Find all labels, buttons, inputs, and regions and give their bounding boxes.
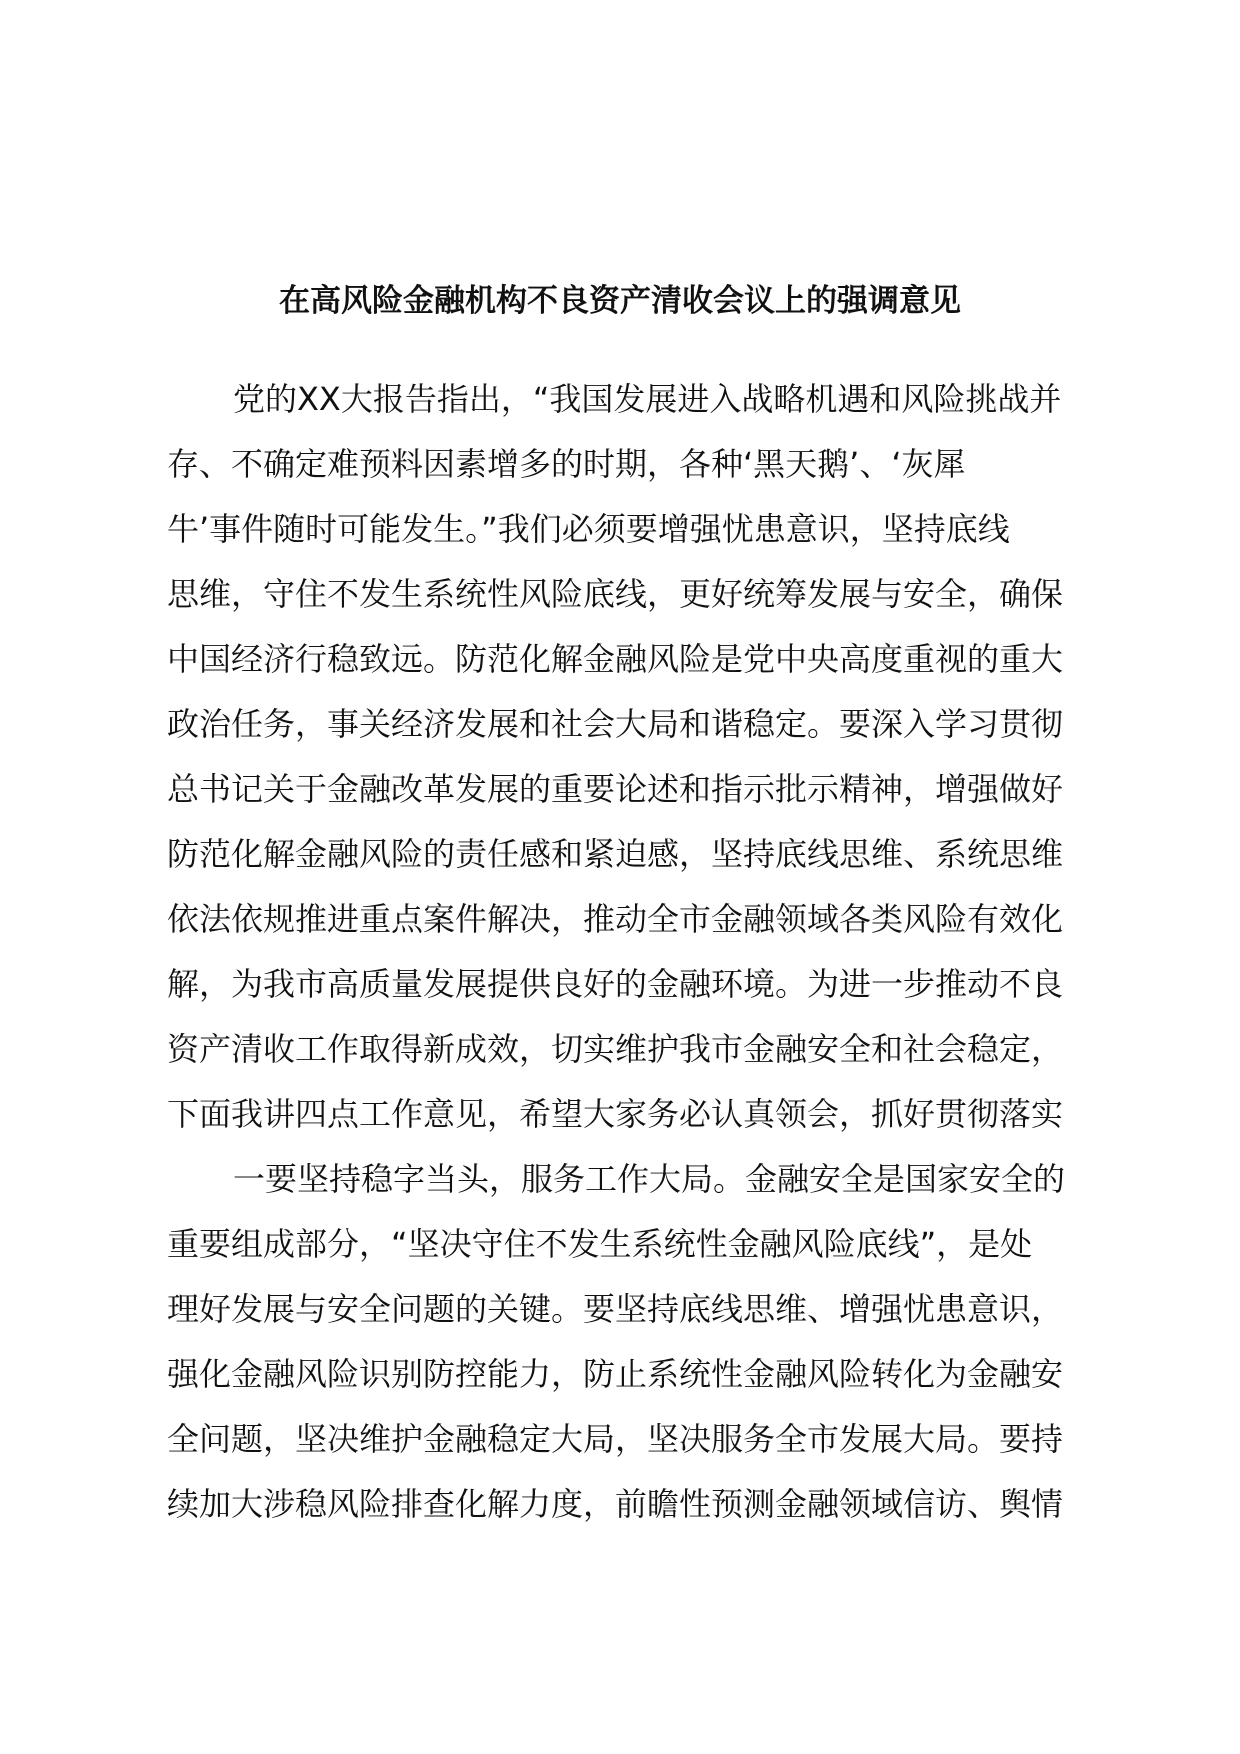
- paragraph-2-line-5: 全问题，坚决维护金融稳定大局，坚决服务全市发展大局。要持: [167, 1420, 1064, 1458]
- paragraph-2-line-2: 重要组成部分，“坚决守住不发生系统性金融风险底线”，是处: [167, 1225, 1033, 1263]
- paragraph-1-line-7: 总书记关于金融改革发展的重要论述和指示批示精神，增强做好: [167, 770, 1064, 808]
- paragraph-1-line-8: 防范化解金融风险的责任感和紧迫感，坚持底线思维、系统思维: [167, 835, 1064, 873]
- paragraph-2-line-6: 续加大涉稳风险排查化解力度，前瞻性预测金融领域信访、舆情: [167, 1485, 1064, 1523]
- paragraph-2-line-1: 一要坚持稳字当头，服务工作大局。金融安全是国家安全的: [233, 1160, 1066, 1198]
- document-body: [167, 367, 1097, 1537]
- paragraph-1-line-9: 依法依规推进重点案件解决，推动全市金融领域各类风险有效化: [167, 900, 1064, 938]
- paragraph-1-line-6: 政治任务，事关经济发展和社会大局和谐稳定。要深入学习贯彻: [167, 705, 1064, 743]
- paragraph-1-line-5: 中国经济行稳致远。防范化解金融风险是党中央高度重视的重大: [167, 640, 1064, 678]
- paragraph-1-line-11: 资产清收工作取得新成效，切实维护我市金融安全和社会稳定，: [167, 1030, 1064, 1068]
- paragraph-1-line-2: 存、不确定难预料因素增多的时期，各种‘黑天鹅’、‘灰犀: [167, 445, 966, 483]
- paragraph-2-line-3: 理好发展与安全问题的关键。要坚持底线思维、增强忧患意识，: [167, 1290, 1064, 1328]
- paragraph-1-line-4: 思维，守住不发生系统性风险底线，更好统筹发展与安全，确保: [167, 575, 1064, 613]
- paragraph-1-line-10: 解，为我市高质量发展提供良好的金融环境。为进一步推动不良: [167, 965, 1064, 1003]
- paragraph-1-line-3: 牛’事件随时可能发生。”我们必须要增强忧患意识，坚持底线: [167, 510, 1010, 548]
- document-title: 在高风险金融机构不良资产清收会议上的强调意见: [279, 283, 961, 319]
- paragraph-1-line-12: 下面我讲四点工作意见，希望大家务必认真领会，抓好贯彻落实: [167, 1095, 1064, 1133]
- paragraph-2-line-4: 强化金融风险识别防控能力，防止系统性金融风险转化为金融安: [167, 1355, 1064, 1393]
- paragraph-1-line-1: 党的XX大报告指出，“我国发展进入战略机遇和风险挑战并: [233, 380, 1062, 418]
